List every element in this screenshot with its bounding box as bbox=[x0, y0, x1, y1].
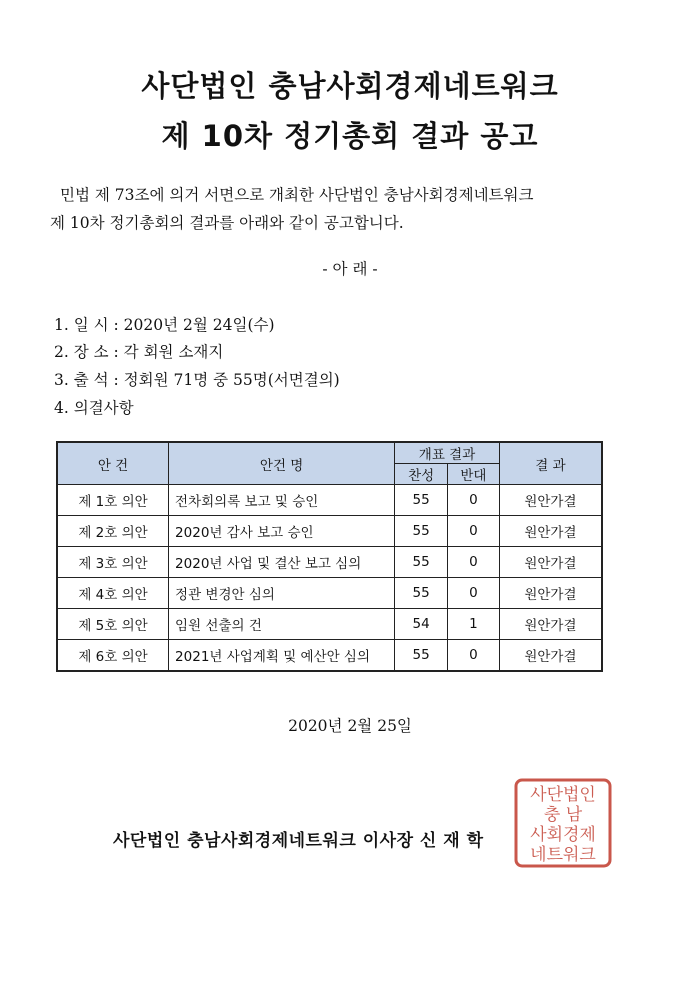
seal-text-line: 사단법인 bbox=[530, 785, 596, 805]
table-row bbox=[57, 547, 602, 578]
table-row bbox=[57, 640, 602, 672]
resolution-table bbox=[56, 441, 603, 672]
table-row bbox=[57, 609, 602, 640]
result-cell: 원안가결 bbox=[499, 578, 602, 609]
agenda-name-cell: 전차회의록 보고 및 승인 bbox=[169, 485, 395, 516]
intro-line-2: 제 10차 정기총회의 결과를 아래와 같이 공고합니다. bbox=[50, 214, 404, 232]
agenda-name-cell: 정관 변경안 심의 bbox=[169, 578, 395, 609]
seal-text-line: 충 남 bbox=[543, 805, 583, 825]
against-cell: 0 bbox=[448, 578, 500, 609]
header-for: 찬성 bbox=[395, 464, 448, 485]
table-row bbox=[57, 516, 602, 547]
item-attendance: 3. 출 석 : 정회원 71명 중 55명(서면결의) bbox=[54, 371, 340, 389]
agenda-name-cell: 2020년 감사 보고 승인 bbox=[169, 516, 395, 547]
result-cell: 원안가결 bbox=[499, 485, 602, 516]
seal-text-line: 네트워크 bbox=[530, 845, 596, 865]
separator-label: - 아 래 - bbox=[322, 260, 378, 278]
agenda-cell: 제 5호 의안 bbox=[57, 609, 169, 640]
agenda-name-cell: 2020년 사업 및 결산 보고 심의 bbox=[169, 547, 395, 578]
agenda-name-cell: 임원 선출의 건 bbox=[169, 609, 395, 640]
header-result: 결 과 bbox=[499, 442, 602, 485]
agenda-cell: 제 3호 의안 bbox=[57, 547, 169, 578]
table-row bbox=[57, 578, 602, 609]
signature-line: 사단법인 충남사회경제네트워크 이사장 신 재 학 bbox=[113, 831, 484, 851]
against-cell: 0 bbox=[448, 547, 500, 578]
agenda-cell: 제 1호 의안 bbox=[57, 485, 169, 516]
for-cell: 55 bbox=[395, 578, 448, 609]
for-cell: 55 bbox=[395, 547, 448, 578]
item-datetime: 1. 일 시 : 2020년 2월 24일(수) bbox=[54, 316, 275, 334]
table-row bbox=[57, 485, 602, 516]
for-cell: 55 bbox=[395, 516, 448, 547]
for-cell: 55 bbox=[395, 485, 448, 516]
header-vote-group: 개표 결과 bbox=[395, 442, 500, 464]
header-against: 반대 bbox=[448, 464, 500, 485]
item-location: 2. 장 소 : 각 회원 소재지 bbox=[54, 343, 224, 361]
against-cell: 0 bbox=[448, 640, 500, 672]
title-line-2: 제 10차 정기총회 결과 공고 bbox=[161, 119, 539, 153]
agenda-cell: 제 6호 의안 bbox=[57, 640, 169, 672]
header-agenda-name: 안건 명 bbox=[169, 442, 395, 485]
announcement-date: 2020년 2월 25일 bbox=[288, 717, 412, 735]
seal-text-line: 사회경제 bbox=[530, 825, 596, 845]
agenda-name-cell: 2021년 사업계획 및 예산안 심의 bbox=[169, 640, 395, 672]
against-cell: 0 bbox=[448, 516, 500, 547]
intro-line-1: 민법 제 73조에 의거 서면으로 개최한 사단법인 충남사회경제네트워크 bbox=[60, 186, 534, 204]
header-agenda: 안 건 bbox=[57, 442, 169, 485]
for-cell: 55 bbox=[395, 640, 448, 672]
result-cell: 원안가결 bbox=[499, 609, 602, 640]
result-cell: 원안가결 bbox=[499, 640, 602, 672]
against-cell: 1 bbox=[448, 609, 500, 640]
result-cell: 원안가결 bbox=[499, 547, 602, 578]
intro-paragraph bbox=[50, 181, 660, 237]
item-resolutions: 4. 의결사항 bbox=[54, 399, 134, 417]
official-seal-icon bbox=[513, 777, 613, 869]
for-cell: 54 bbox=[395, 609, 448, 640]
title-line-1: 사단법인 충남사회경제네트워크 bbox=[141, 69, 559, 103]
result-cell: 원안가결 bbox=[499, 516, 602, 547]
agenda-cell: 제 2호 의안 bbox=[57, 516, 169, 547]
agenda-cell: 제 4호 의안 bbox=[57, 578, 169, 609]
against-cell: 0 bbox=[448, 485, 500, 516]
